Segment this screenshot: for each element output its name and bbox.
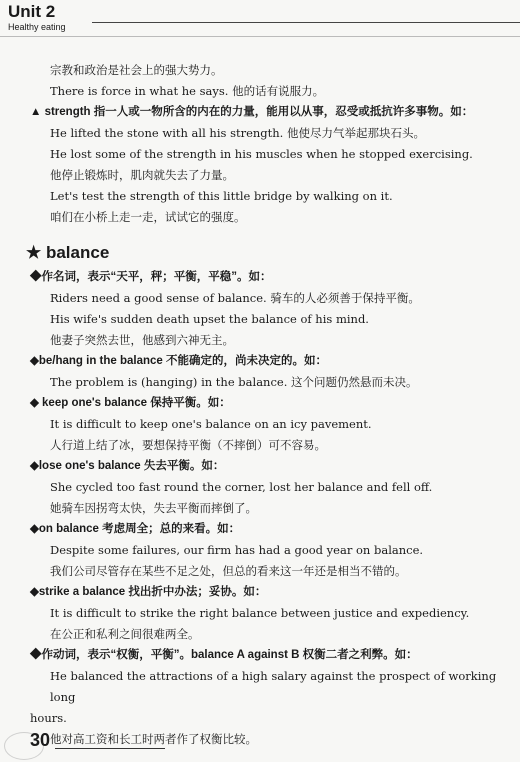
text-line: 他妻子突然去世，他感到六神无主。 [50,333,234,347]
text-line: It is difficult to keep one's balance on an icy pavement. [50,417,372,431]
text-line: 在公正和私利之间很难两全。 [50,627,200,641]
text-line: hours. [30,711,67,725]
text-line: There is force in what he says. 他的话有说服力。 [50,84,325,98]
entry-heading: ◆作动词，表示“权衡，平衡”。balance A against B 权衡二者之利弊。如： [30,649,418,661]
page-footer [0,728,520,762]
text-line: 我们公司尽管存在某些不足之处，但总的看来这一年还是相当不错的。 [50,564,407,578]
entry-heading: ◆on balance 考虑周全；总的来看。如： [30,523,241,535]
text-line: Let's test the strength of this little bridge by walking on it. [50,189,393,203]
section-title: ★ balance [26,243,110,262]
text-line: 她骑车因拐弯太快，失去平衡而摔倒了。 [50,501,257,515]
text-line: He lost some of the strength in his muscles when he stopped exercising. [50,147,473,161]
footer-rule [55,748,165,749]
entry-heading: ◆作名词，表示“天平，秤；平衡，平稳”。如： [30,271,272,283]
text-line: She cycled too fast round the corner, lost her balance and fell off. [50,480,433,494]
entry-heading: ◆lose one's balance 失去平衡。如： [30,460,225,472]
text-line: Despite some failures, our firm has had a good year on balance. [50,543,424,557]
text-line: Riders need a good sense of balance. 骑车的人必须善于保持平衡。 [50,291,420,305]
header-rule [92,22,520,23]
page-body [26,60,510,750]
text-line: The problem is (hanging) in the balance. 这个问题仍然悬而未决。 [50,375,418,389]
unit-subtitle: Healthy eating [8,22,66,32]
text-line: 他对高工资和长工时两者作了权衡比较。 [50,732,257,746]
text-line: 他停止锻炼时，肌肉就失去了力量。 [50,168,234,182]
unit-title: Unit 2 [8,2,56,21]
header-divider [0,36,520,37]
text-line: 咱们在小桥上走一走，试试它的强度。 [50,210,246,224]
text-line: 宗教和政治是社会上的强大势力。 [50,63,223,77]
page-header [0,0,520,40]
entry-heading: ◆be/hang in the balance 不能确定的，尚未决定的。如： [30,355,328,367]
entry-heading: ◆ keep one's balance 保持平衡。如： [30,397,231,409]
entry-heading: ▲ strength 指一人或一物所含的内在的力量，能用以从事，忍受或抵抗许多事物。如： [30,106,474,118]
entry-heading: ◆strike a balance 找出折中办法；妥协。如： [30,586,267,598]
page-number: 30 [30,730,51,750]
text-line: 人行道上结了冰，要想保持平衡（不摔倒）可不容易。 [50,438,326,452]
text-line: It is difficult to strike the right balance between justice and expediency. [50,606,470,620]
text-line: He balanced the attractions of a high salary against the prospect of working long [50,669,497,704]
text-line: He lifted the stone with all his strength. 他使尽力气举起那块石头。 [50,126,425,140]
text-line: His wife's sudden death upset the balance of his mind. [50,312,369,326]
